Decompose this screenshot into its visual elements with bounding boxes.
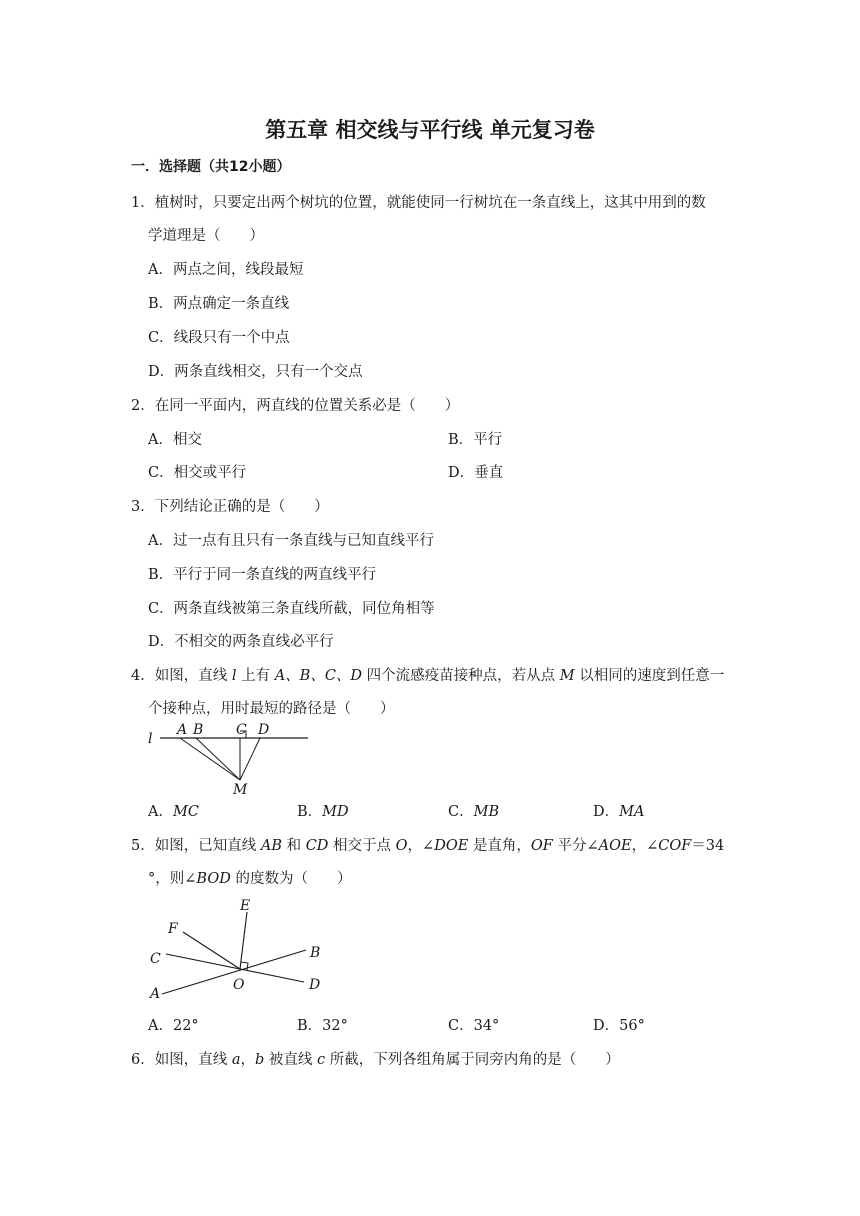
q1-option-a: A．两点之间，线段最短 (148, 262, 304, 278)
q5-stem-line2: °，则∠BOD 的度数为（ ） (148, 871, 352, 887)
q5-figure (140, 892, 340, 1004)
q4-option-c: C．MB (448, 804, 500, 820)
q4-option-d: D．MA (593, 804, 645, 820)
q4-option-b: B．MD (297, 804, 349, 820)
q5-fig-label-o: O (233, 977, 245, 993)
q4-fig-label-d: D (258, 722, 270, 738)
q1-option-c: C．线段只有一个中点 (148, 330, 290, 346)
q4-fig-label-b: B (193, 722, 204, 738)
q2-option-a: A．相交 (148, 432, 202, 448)
q2-option-d: D．垂直 (448, 465, 504, 481)
q4-stem-line1: 4．如图，直线 l 上有 A、B、C、D 四个流感疫苗接种点，若从点 M 以相同的速度到任意一 (131, 668, 725, 684)
page-title: 第五章 相交线与平行线 单元复习卷 (265, 118, 595, 142)
q5-fig-label-d: D (309, 977, 321, 993)
q3-option-a: A．过一点有且只有一条直线与已知直线平行 (148, 533, 434, 549)
q2-option-b: B．平行 (448, 432, 503, 448)
q5-option-a: A．22° (148, 1018, 199, 1034)
q5-fig-label-f: F (168, 921, 178, 937)
q1-stem-line1: 1．植树时，只要定出两个树坑的位置，就能使同一行树坑在一条直线上，这其中用到的数 (131, 195, 706, 211)
q5-fig-label-c: C (150, 951, 161, 967)
q4-stem-line2: 个接种点，用时最短的路径是（ ） (148, 701, 395, 717)
q1-option-d: D．两条直线相交，只有一个交点 (148, 364, 363, 380)
q5-fig-label-a: A (150, 986, 161, 1002)
q3-option-b: B．平行于同一条直线的两直线平行 (148, 567, 377, 583)
q5-fig-label-b: B (310, 945, 321, 961)
q5-option-d: D．56° (593, 1018, 645, 1034)
q1-stem-line2: 学道理是（ ） (148, 228, 264, 244)
q4-figure (140, 718, 320, 798)
q3-option-c: C．两条直线被第三条直线所截，同位角相等 (148, 601, 435, 617)
q4-fig-label-c: C (236, 722, 247, 738)
q4-fig-label-a: A (177, 722, 188, 738)
section-heading: 一．选择题（共12小题） (131, 159, 291, 175)
q1-option-b: B．两点确定一条直线 (148, 296, 290, 312)
q5-option-b: B．32° (297, 1018, 348, 1034)
q5-stem-line1: 5．如图，已知直线 AB 和 CD 相交于点 O，∠DOE 是直角，OF 平分∠AOE，∠COF＝34 (131, 838, 725, 854)
q5-fig-label-e: E (240, 898, 251, 914)
q2-option-c: C．相交或平行 (148, 465, 247, 481)
q5-option-c: C．34° (448, 1018, 500, 1034)
q3-option-d: D．不相交的两条直线必平行 (148, 634, 334, 650)
q4-fig-label-m: M (233, 782, 248, 798)
q3-stem: 3．下列结论正确的是（ ） (131, 499, 329, 515)
q4-option-a: A．MC (148, 804, 199, 820)
q2-stem: 2．在同一平面内，两直线的位置关系必是（ ） (131, 398, 460, 414)
q4-fig-label-l: l (148, 731, 153, 747)
q6-stem: 6．如图，直线 a，b 被直线 c 所截，下列各组角属于同旁内角的是（ ） (131, 1052, 620, 1068)
